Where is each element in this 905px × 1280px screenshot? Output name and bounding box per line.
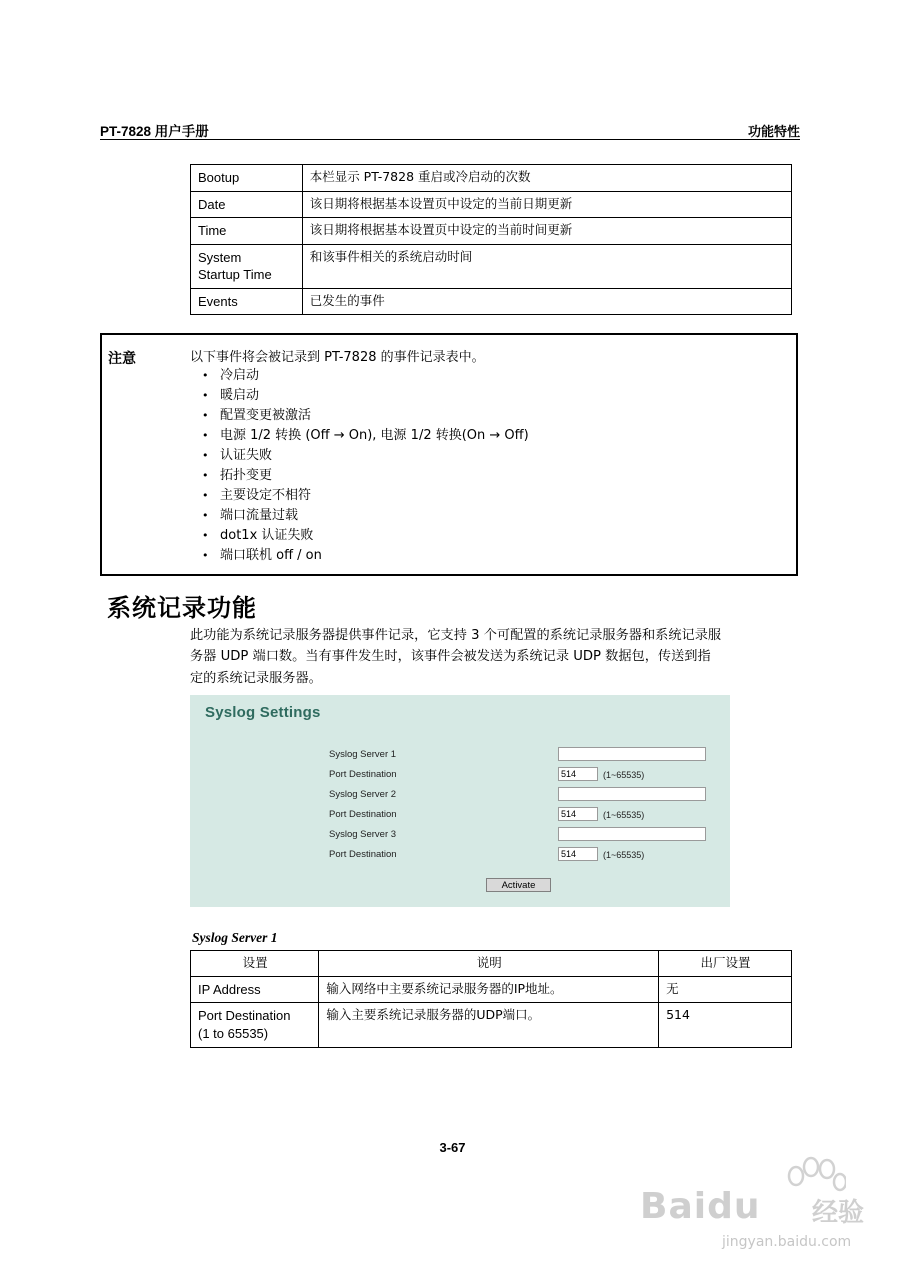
syslog-server-table-caption: Syslog Server 1 — [192, 930, 278, 945]
field-name: Time — [191, 218, 303, 245]
column-header-setting: 设置 — [191, 951, 319, 977]
field-description: 该日期将根据基本设置页中设定的当前时间更新 — [302, 218, 791, 245]
port-destination-2-input[interactable]: 514 — [558, 807, 598, 821]
paragraph-line: 此功能为系统记录服务器提供事件记录，它支持 3 个可配置的系统记录服务器和系统记录服 — [190, 628, 722, 643]
activate-button[interactable]: Activate — [486, 878, 551, 892]
setting-name — [191, 1003, 319, 1047]
list-item: • 认证失败 — [190, 446, 529, 466]
table-row — [191, 244, 792, 288]
field-description: 和该事件相关的系统启动时间 — [302, 244, 791, 288]
watermark-brand: Baidu — [640, 1186, 761, 1227]
port-destination-3-label: Port Destination — [329, 849, 397, 860]
setting-description: 输入网络中主要系统记录服务器的IP地址。 — [319, 976, 659, 1003]
syslog-server-3-row — [190, 827, 730, 847]
field-name-line1: System — [198, 249, 242, 265]
syslog-server-3-label: Syslog Server 3 — [329, 829, 397, 840]
page-header — [100, 120, 800, 140]
list-item: • 端口流量过载 — [190, 506, 529, 526]
table-row — [191, 165, 792, 192]
syslog-settings-title: Syslog Settings — [205, 704, 321, 721]
field-description: 该日期将根据基本设置页中设定的当前日期更新 — [302, 191, 791, 218]
table-row — [191, 218, 792, 245]
list-item: • dot1x 认证失败 — [190, 526, 529, 546]
list-item: • 拓扑变更 — [190, 466, 529, 486]
port-destination-1-row — [190, 767, 730, 787]
list-item: • 冷启动 — [190, 366, 529, 386]
list-item: • 主要设定不相符 — [190, 486, 529, 506]
setting-name-line1: IP Address — [198, 981, 261, 997]
setting-name-line2: (1 to 65535) — [198, 1025, 269, 1041]
paragraph-line: 务器 UDP 端口数。当有事件发生时，该事件会被发送为系统记录 UDP 数据包，传送到指 — [190, 649, 711, 665]
column-header-factory-default: 出厂设置 — [659, 951, 792, 977]
syslog-server-2-row — [190, 787, 730, 807]
field-name: Events — [191, 288, 303, 315]
note-label: 注意 — [108, 351, 136, 367]
page-number: 3-67 — [439, 1140, 466, 1155]
syslog-settings-panel — [190, 695, 730, 907]
header-divider — [100, 139, 800, 140]
field-name-line2: Startup Time — [198, 267, 272, 283]
port-destination-1-range: (1~65535) — [603, 770, 645, 780]
field-name: Date — [191, 191, 303, 218]
table-row — [191, 288, 792, 315]
port-destination-2-range: (1~65535) — [603, 810, 645, 820]
setting-factory-default: 514 — [659, 1003, 792, 1047]
syslog-settings-rows — [190, 747, 730, 867]
list-item: • 端口联机 off / on — [190, 546, 529, 566]
port-destination-2-label: Port Destination — [329, 809, 397, 820]
field-name: Bootup — [191, 165, 303, 192]
table-row — [191, 1003, 792, 1047]
note-item-list — [190, 366, 529, 566]
list-item: • 配置变更被激活 — [190, 406, 529, 426]
note-intro: 以下事件将会被记录到 PT-7828 的事件记录表中。 — [190, 350, 485, 365]
field-name — [191, 244, 303, 288]
port-destination-3-range: (1~65535) — [603, 850, 645, 860]
watermark-brand-cn: 经验 — [812, 1198, 865, 1228]
setting-factory-default: 无 — [659, 976, 792, 1003]
syslog-server-settings-table — [190, 950, 792, 1048]
list-item: • 暖启动 — [190, 386, 529, 406]
setting-name — [191, 976, 319, 1003]
syslog-server-3-input[interactable] — [558, 827, 706, 841]
section-heading: 系统记录功能 — [107, 594, 257, 622]
syslog-server-1-input[interactable] — [558, 747, 706, 761]
event-field-table — [190, 164, 792, 315]
paw-icon — [786, 1156, 846, 1200]
setting-description: 输入主要系统记录服务器的UDP端口。 — [319, 1003, 659, 1047]
column-header-description: 说明 — [319, 951, 659, 977]
field-description: 已发生的事件 — [302, 288, 791, 315]
syslog-server-2-label: Syslog Server 2 — [329, 789, 397, 800]
syslog-server-1-row — [190, 747, 730, 767]
list-item: • 电源 1/2 转换 (Off → On), 电源 1/2 转换(On → Off) — [190, 426, 529, 446]
watermark — [614, 1178, 894, 1268]
port-destination-1-label: Port Destination — [329, 769, 397, 780]
syslog-server-2-input[interactable] — [558, 787, 706, 801]
port-destination-2-row — [190, 807, 730, 827]
port-destination-3-row — [190, 847, 730, 867]
section-paragraph — [190, 625, 794, 689]
table-row — [191, 976, 792, 1003]
port-destination-1-input[interactable]: 514 — [558, 767, 598, 781]
watermark-url: jingyan.baidu.com — [722, 1234, 852, 1250]
syslog-server-1-label: Syslog Server 1 — [329, 749, 397, 760]
table-row — [191, 191, 792, 218]
paragraph-line: 定的系统记录服务器。 — [190, 670, 322, 686]
port-destination-3-input[interactable]: 514 — [558, 847, 598, 861]
header-chapter-title: 功能特性 — [747, 125, 800, 140]
header-manual-title: PT-7828 用户手册 — [100, 124, 209, 139]
field-description: 本栏显示 PT-7828 重启或冷启动的次数 — [302, 165, 791, 192]
table-header-row — [191, 951, 792, 977]
setting-name-line1: Port Destination — [198, 1008, 291, 1024]
